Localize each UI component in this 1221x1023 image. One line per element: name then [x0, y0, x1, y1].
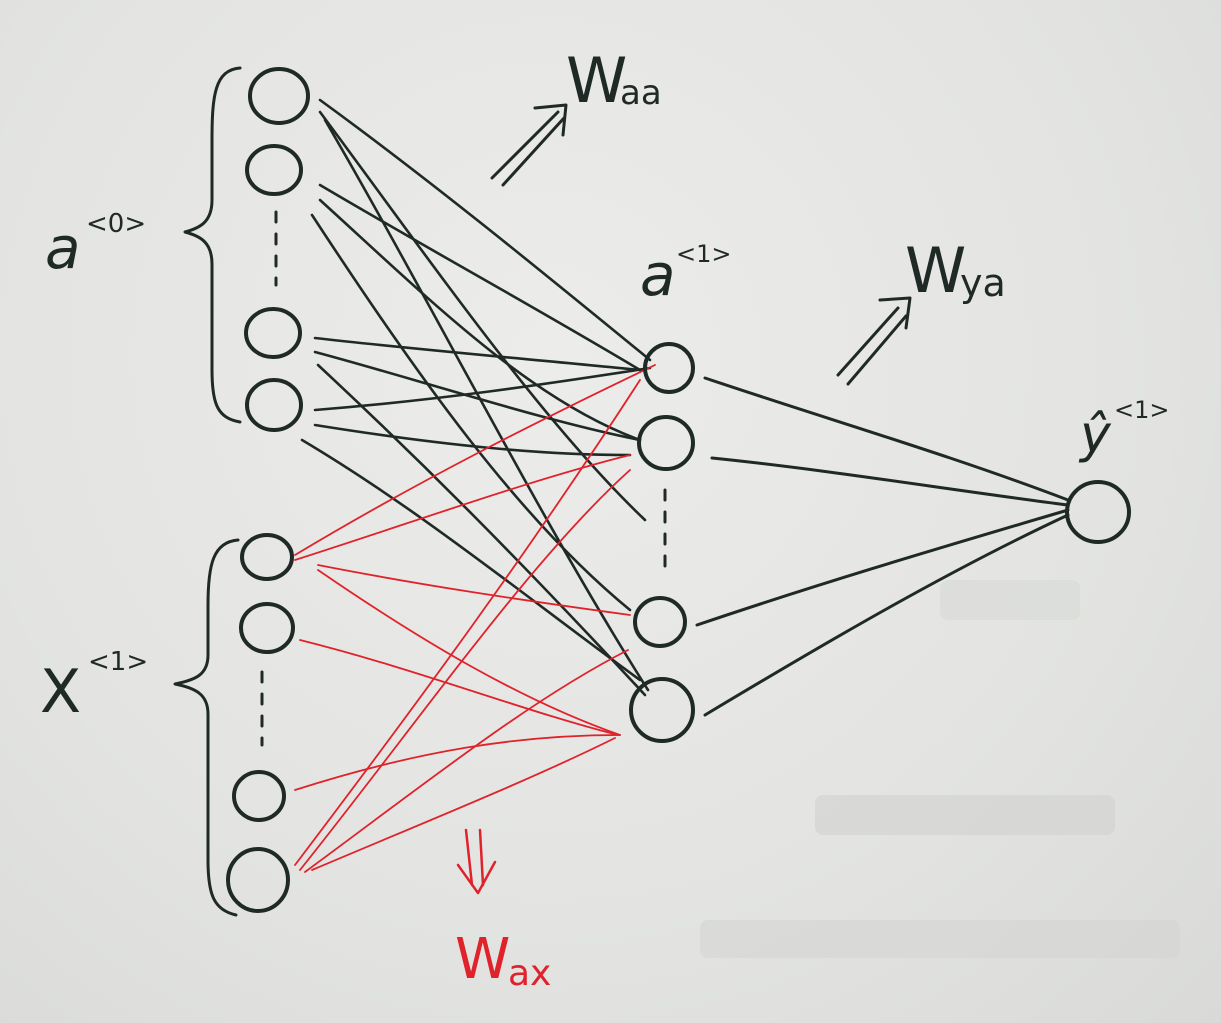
- label-a0: a: [45, 214, 81, 282]
- label-w-ax-sub: ax: [508, 953, 552, 994]
- w-ax-connections: [295, 365, 655, 872]
- label-w-ax: W: [455, 927, 511, 992]
- hidden-nodes: [631, 344, 693, 741]
- label-x1-sup: <1>: [88, 647, 149, 677]
- label-y-hat-sup: <1>: [1114, 396, 1170, 424]
- node-a0-1: [250, 69, 308, 123]
- w-ax-arrow: [458, 830, 495, 893]
- node-x1-3: [234, 772, 284, 820]
- label-a1-sup: <1>: [676, 240, 732, 268]
- node-a0-3: [246, 309, 300, 357]
- node-a1-4: [631, 679, 693, 741]
- bleed-through-marks: [700, 580, 1180, 958]
- label-w-aa: W: [566, 44, 628, 117]
- node-x1-1: [242, 535, 292, 579]
- label-w-ya-sub: ya: [960, 261, 1006, 305]
- w-ya-connections: [697, 378, 1068, 715]
- prev-activation-nodes: [246, 69, 308, 430]
- node-x1-4: [228, 849, 288, 911]
- label-w-ya: W: [905, 234, 967, 307]
- w-ya-arrow: [838, 298, 910, 384]
- w-aa-connections: [302, 100, 650, 695]
- node-x1-2: [241, 604, 293, 652]
- node-a0-2: [247, 146, 301, 194]
- input-nodes: [228, 535, 293, 911]
- node-y-hat: [1067, 482, 1129, 542]
- label-a1: a: [640, 241, 676, 309]
- w-aa-arrow: [492, 105, 566, 185]
- bracket-prev-activation: [185, 68, 240, 422]
- label-x1: X: [40, 657, 82, 727]
- label-w-aa-sub: aa: [620, 73, 662, 113]
- node-a1-1: [645, 344, 693, 392]
- bracket-input: [175, 540, 238, 915]
- node-a1-2: [639, 417, 693, 469]
- label-a0-sup: <0>: [86, 209, 147, 239]
- label-y-hat: ŷ: [1080, 405, 1111, 465]
- node-a0-4: [247, 380, 301, 430]
- node-a1-3: [635, 598, 685, 646]
